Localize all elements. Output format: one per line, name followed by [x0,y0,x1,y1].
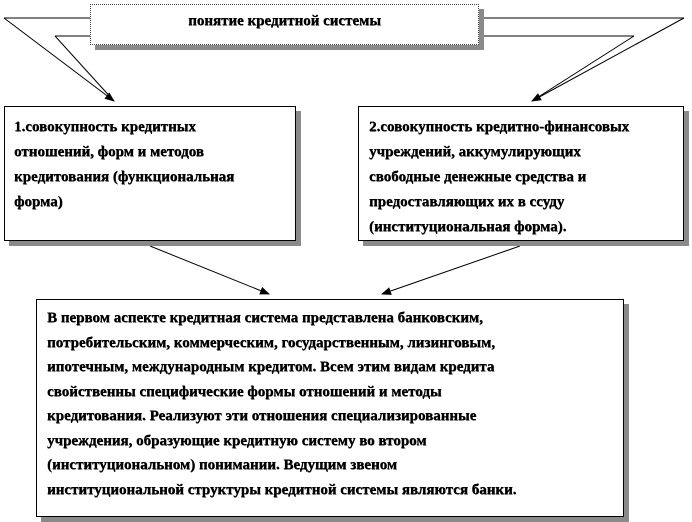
functional-form-line: форма) [14,194,63,210]
summary-line: институциональной структуры кредитной системы являются банки. [47,481,517,498]
functional-form-line: 1.совокупность кредитных [14,119,196,135]
summary-line: (институциональном) понимании. Ведущим звеном [47,457,398,473]
title-box [90,4,479,45]
functional-form-line: отношений, форм и методов [14,144,204,160]
title-text: понятие кредитной системы [188,13,381,29]
institutional-form-line: (институциональная форма). [369,219,567,235]
institutional-form-line: свободные денежные средства и [369,169,587,185]
arrow-to-right-box-outer [532,18,684,101]
institutional-form-line: предоставляющих их в ссуду [369,194,565,210]
functional-form-box [4,106,296,241]
summary-line: учреждения, образующие кредитную систему во втором [47,432,427,449]
summary-line: свойственны специфические формы отношений и методы [47,383,442,400]
summary-box [36,299,624,517]
institutional-form-box [358,106,684,241]
functional-form-line: кредитования (функциональная [14,169,235,185]
arrow-right-to-bottom [382,246,520,294]
summary-line: В первом аспекте кредитная система представлена банковским, [47,310,483,326]
arrow-to-right-box-inner [532,36,634,101]
institutional-form-line: 2.совокупность кредитно-финансовых [369,119,630,135]
summary-line: кредитования. Реализуют эти отношения специализированные [47,408,477,424]
arrow-left-to-bottom [150,246,269,294]
summary-line: потребительским, коммерческим, государственным, лизинговым, [47,334,495,351]
institutional-form-line: учреждений, аккумулирующих [369,144,581,160]
arrow-to-left-box-inner [55,36,114,101]
summary-line: ипотечным, международным кредитом. Всем этим видам кредита [47,359,495,375]
